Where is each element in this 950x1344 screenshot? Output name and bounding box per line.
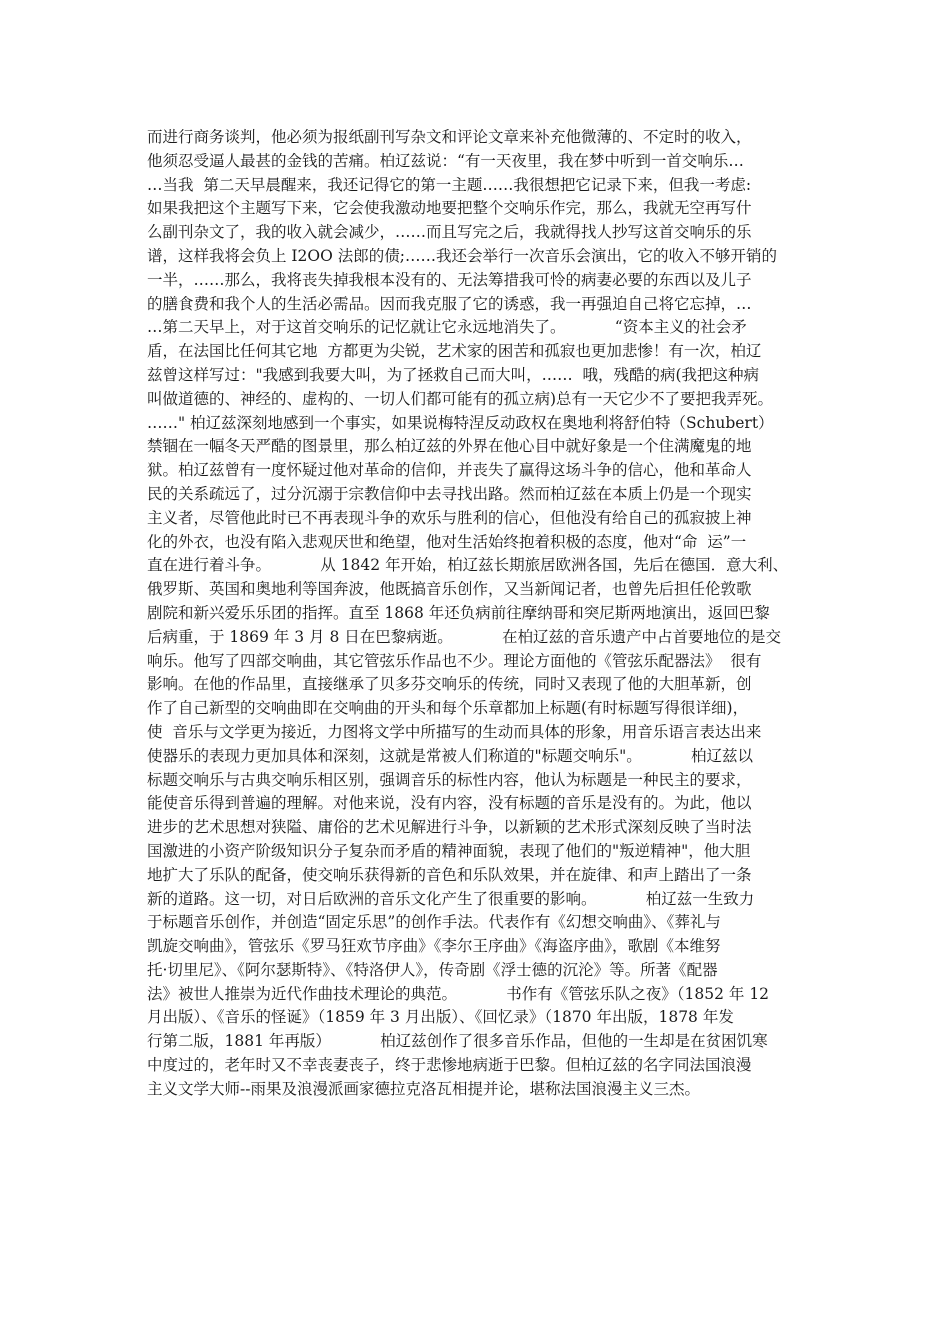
text-line: 凯旋交响曲》，管弦乐《罗马狂欢节序曲》《李尔王序曲》《海盗序曲》，歌剧《本维努 <box>147 937 721 956</box>
text-line: 狱。柏辽兹曾有一度怀疑过他对革命的信仰，并丧失了赢得这场斗争的信心，他和革命人 <box>147 461 752 480</box>
text-line: 一半，……那么，我将丧失掉我根本没有的、无法筹措我可怜的病妻必要的东西以及儿子 <box>147 270 752 289</box>
text-line: 法》被世人推崇为近代作曲技术理论的典范。 书作有《管弦乐队之夜》（1852 年 12 <box>147 984 770 1003</box>
text-line: 中度过的，老年时又不幸丧妻丧子，终于悲惨地病逝于巴黎。但柏辽兹的名字同法国浪漫 <box>147 1056 752 1075</box>
text-line: 谱，这样我将会负上 I2OO 法郎的债;……我还会举行一次音乐会演出，它的收入不够开销的 <box>147 246 777 265</box>
text-line: 于标题音乐创作，并创造“固定乐思”的创作手法。代表作有《幻想交响曲》、《葬礼与 <box>147 913 721 932</box>
text-line: 俄罗斯、英国和奥地利等国奔波，他既搞音乐创作，又当新闻记者，也曾先后担任伦敦歌 <box>147 580 752 599</box>
text-line: 托·切里尼》、《阿尔瑟斯特》、《特洛伊人》，传奇剧《浮士德的沉沦》等。所著《配器 <box>147 960 718 979</box>
text-line: 使器乐的表现力更加具体和深刻，这就是常被人们称道的"标题交响乐"。 柏辽兹以 <box>147 746 754 765</box>
text-line: 兹曾这样写过："我感到我要大叫，为了拯救自己而大叫，…… 哦，残酷的病(我把这种病 <box>147 365 760 384</box>
text-line: 月出版）、《音乐的怪诞》（1859 年 3 月出版）、《回忆录》（1870 年出版，1878 年发 <box>147 1008 734 1027</box>
text-line: 国激进的小资产阶级知识分子复杂而矛盾的精神面貌，表现了他们的"叛逆精神"，他大胆 <box>147 841 751 860</box>
text-line: 化的外衣，也没有陷入悲观厌世和绝望，他对生活始终抱着积极的态度，他对“命 运”一 <box>147 532 747 551</box>
text-line: 么副刊杂文了，我的收入就会减少，……而且写完之后，我就得找人抄写这首交响乐的乐 <box>147 223 752 242</box>
text-line: 后病重，于 1869 年 3 月 8 日在巴黎病逝。 在柏辽兹的音乐遗产中占首要地位的是交 <box>147 627 782 646</box>
text-line: 地扩大了乐队的配备，使交响乐获得新的音色和乐队效果，并在旋律、和声上踏出了一条 <box>147 865 752 884</box>
text-line: 新的道路。这一切，对日后欧洲的音乐文化产生了很重要的影响。 柏辽兹一生致力 <box>147 889 755 908</box>
text-line: 主义者，尽管他此时已不再表现斗争的欢乐与胜利的信心，但他没有给自己的孤寂披上神 <box>147 508 752 527</box>
text-line: 的膳食费和我个人的生活必需品。因而我克服了它的诱惑，我一再强迫自己将它忘掉，… <box>147 294 752 313</box>
text-line: 剧院和新兴爱乐乐团的指挥。直至 1868 年还负病前往摩纳哥和突尼斯两地演出，返回巴黎 <box>147 603 770 622</box>
article-body <box>147 126 815 1102</box>
text-line: 影响。在他的作品里，直接继承了贝多芬交响乐的传统，同时又表现了他的大胆革新，创 <box>147 675 752 694</box>
text-line: …第二天早上，对于这首交响乐的记忆就让它永远地消失了。 “资本主义的社会矛 <box>147 318 747 337</box>
text-line: …当我 第二天早晨醒来，我还记得它的第一主题……我很想把它记录下来，但我一考虑: <box>147 175 752 194</box>
text-line: 叫做道德的、神经的、虚构的、一切人们都可能有的孤立病)总有一天它少不了要把我弄死。 <box>147 389 774 408</box>
text-line: 盾，在法国比任何其它地 方都更为尖锐，艺术家的困苦和孤寂也更加悲惨！有一次，柏辽 <box>147 342 762 361</box>
text-line: ……" 柏辽兹深刻地感到一个事实，如果说梅特涅反动政权在奥地利将舒伯特（Schubert） <box>147 413 774 432</box>
text-line: 民的关系疏远了，过分沉溺于宗教信仰中去寻找出路。然而柏辽兹在本质上仍是一个现实 <box>147 484 752 503</box>
text-line: 作了自己新型的交响曲即在交响曲的开头和每个乐章都加上标题(有时标题写得很详细)， <box>147 699 749 718</box>
text-line: 进步的艺术思想对狭隘、庸俗的艺术见解进行斗争，以新颖的艺术形式深刻反映了当时法 <box>147 818 752 837</box>
text-line: 标题交响乐与古典交响乐相区别，强调音乐的标性内容，他认为标题是一种民主的要求， <box>147 770 752 789</box>
text-line: 主义文学大师--雨果及浪漫派画家德拉克洛瓦相提并论，堪称法国浪漫主义三杰。 <box>147 1079 700 1098</box>
text-line: 如果我把这个主题写下来，它会使我激动地要把整个交响乐作完，那么，我就无空再写什 <box>147 199 752 218</box>
text-line: 他须忍受逼人最甚的金钱的苦痛。柏辽兹说：“有一天夜里，我在梦中听到一首交响乐… <box>147 151 744 170</box>
text-line: 能使音乐得到普遍的理解。对他来说，没有内容，没有标题的音乐是没有的。为此，他以 <box>147 794 752 813</box>
text-line: 禁锢在一幅冬天严酷的图景里，那么柏辽兹的外界在他心目中就好象是一个住满魔鬼的地 <box>147 437 752 456</box>
text-line: 响乐。他写了四部交响曲，其它管弦乐作品也不少。理论方面他的《管弦乐配器法》 很有 <box>147 651 762 670</box>
text-line: 直在进行着斗争。 从 1842 年开始，柏辽兹长期旅居欧洲各国，先后在德国．意大利、 <box>147 556 789 575</box>
text-line: 而进行商务谈判，他必须为报纸副刊写杂文和评论文章来补充他微薄的、不定时的收入， <box>147 128 752 146</box>
text-line: 使 音乐与文学更为接近，力图将文学中所描写的生动而具体的形象，用音乐语言表达出来 <box>147 722 762 741</box>
text-line: 行第二版，1881 年再版） 柏辽兹创作了很多音乐作品，但他的一生却是在贫困饥寒 <box>147 1032 768 1051</box>
